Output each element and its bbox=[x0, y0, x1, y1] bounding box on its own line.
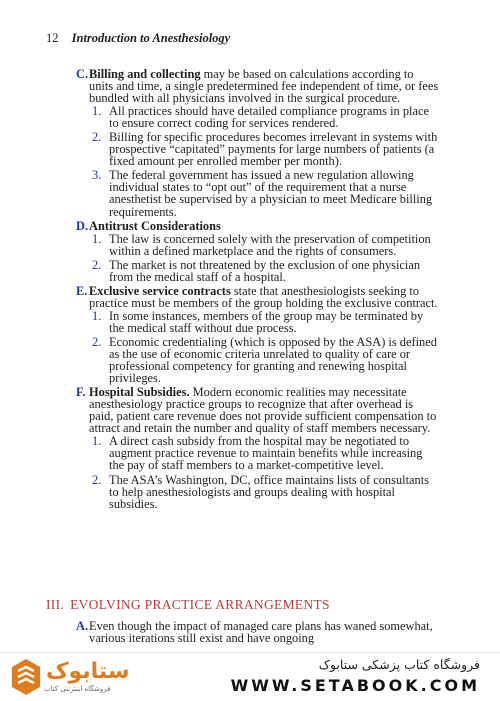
outline-subitem bbox=[89, 105, 440, 129]
section-item-letter: A. bbox=[76, 619, 89, 633]
subitem-text: All practices should have detailed compliance programs in place to ensure correct coding for services rendered. bbox=[109, 104, 429, 131]
outline-subitem bbox=[89, 474, 440, 510]
section-text: may be based on calculations according to units and time, a single predetermined fee independent of time, or fees bundled with all physicians involved in the surgical procedure. bbox=[89, 67, 439, 106]
section-letter: E. bbox=[76, 283, 88, 298]
shop-url-link[interactable]: WWW.SETABOOK.COM bbox=[230, 676, 480, 695]
subitem-text: A direct cash subsidy from the hospital may be negotiated to augment practice revenue to maintain benefits while increasing the pay of staff members to a market-competitive level. bbox=[109, 434, 423, 473]
subitem-number: 1. bbox=[92, 231, 102, 246]
outline-subitem bbox=[89, 233, 440, 257]
running-header bbox=[46, 31, 230, 46]
outline-subitem bbox=[89, 259, 440, 283]
outline-subitem bbox=[89, 310, 440, 334]
subitem-number: 1. bbox=[92, 434, 102, 449]
outline-subitem bbox=[89, 131, 440, 167]
outline-subitem bbox=[89, 169, 440, 217]
section-head: Antitrust Considerations bbox=[89, 218, 221, 233]
section-title: EVOLVING PRACTICE ARRANGEMENTS bbox=[70, 597, 330, 612]
subitem-number: 3. bbox=[92, 168, 102, 183]
section-head: Exclusive service contracts bbox=[89, 283, 231, 298]
section-letter: D. bbox=[76, 218, 89, 233]
subitem-number: 2. bbox=[92, 130, 102, 145]
subitem-number: 2. bbox=[92, 472, 102, 487]
chapter-title: Introduction to Anesthesiology bbox=[71, 31, 231, 45]
outline-subitem bbox=[89, 435, 440, 471]
section-letter: F. bbox=[76, 385, 86, 400]
outline-section bbox=[76, 285, 440, 309]
outline-content bbox=[76, 68, 440, 512]
section-letter: C. bbox=[76, 67, 89, 81]
subitem-text: The federal government has issued a new regulation allowing individual states to “opt out” of the requirement that a nurse anesthetist be supervised by a physician to meet Medicare billing requirements. bbox=[109, 168, 433, 219]
setabook-logo-icon bbox=[8, 657, 44, 697]
footer-banner[interactable] bbox=[0, 652, 500, 701]
subitem-number: 1. bbox=[92, 308, 102, 323]
subitem-text: The ASA’s Washington, DC, office maintains lists of consultants to help anesthesiologists and groups dealing with hospital subsidies. bbox=[109, 472, 429, 511]
shop-name: فروشگاه کتاب پزشکی ستابوک bbox=[318, 657, 480, 672]
outline-section bbox=[76, 68, 440, 104]
subitem-number: 1. bbox=[92, 104, 102, 119]
subitem-text: The law is concerned solely with the preservation of competition within a defined marketplace and the rights of consumers. bbox=[109, 231, 431, 258]
subitem-text: In some instances, members of the group may be terminated by the medical staff without due process. bbox=[109, 308, 424, 335]
section-text: Modern economic realities may necessitate anesthesiology practice groups to recognize that after overhead is paid, patient care revenue does not provide sufficient compensation to attract and retain the number and quality of staff members necessary. bbox=[89, 385, 437, 436]
subitem-number: 2. bbox=[92, 334, 102, 349]
section-item-text: Even though the impact of managed care plans has waned somewhat, various iterations still exist and have ongoing bbox=[89, 619, 433, 646]
section-head: Hospital Subsidies. bbox=[89, 385, 190, 400]
section-text: state that anesthesiologists seeking to practice must be members of the group holding the exclusive contract. bbox=[89, 283, 438, 310]
section-numeral: III. bbox=[46, 597, 65, 612]
subitem-text: Economic credentialing (which is opposed by the ASA) is defined as the use of economic criteria unrelated to quality of care or professional competency for granting and renewing hospital privileges. bbox=[109, 334, 437, 386]
outline-section bbox=[76, 386, 440, 434]
section-item bbox=[76, 620, 453, 644]
outline-section bbox=[76, 220, 440, 232]
section-head: Billing and collecting bbox=[89, 67, 201, 81]
outline-subitem bbox=[89, 336, 440, 384]
subitem-text: The market is not threatened by the exclusion of one physician from the medical staff of a hospital. bbox=[109, 257, 421, 284]
logo-wordmark: ستابوک bbox=[46, 659, 130, 684]
subitem-number: 2. bbox=[92, 257, 102, 272]
page-number: 12 bbox=[46, 31, 59, 45]
subitem-text: Billing for specific procedures becomes irrelevant in systems with prospective “capitated” payments for large numbers of patients (a fixed amount per enrolled member per month). bbox=[109, 130, 438, 169]
logo-tagline: فروشگاه اینترنتی کتاب bbox=[44, 685, 111, 693]
section-heading bbox=[46, 597, 330, 613]
